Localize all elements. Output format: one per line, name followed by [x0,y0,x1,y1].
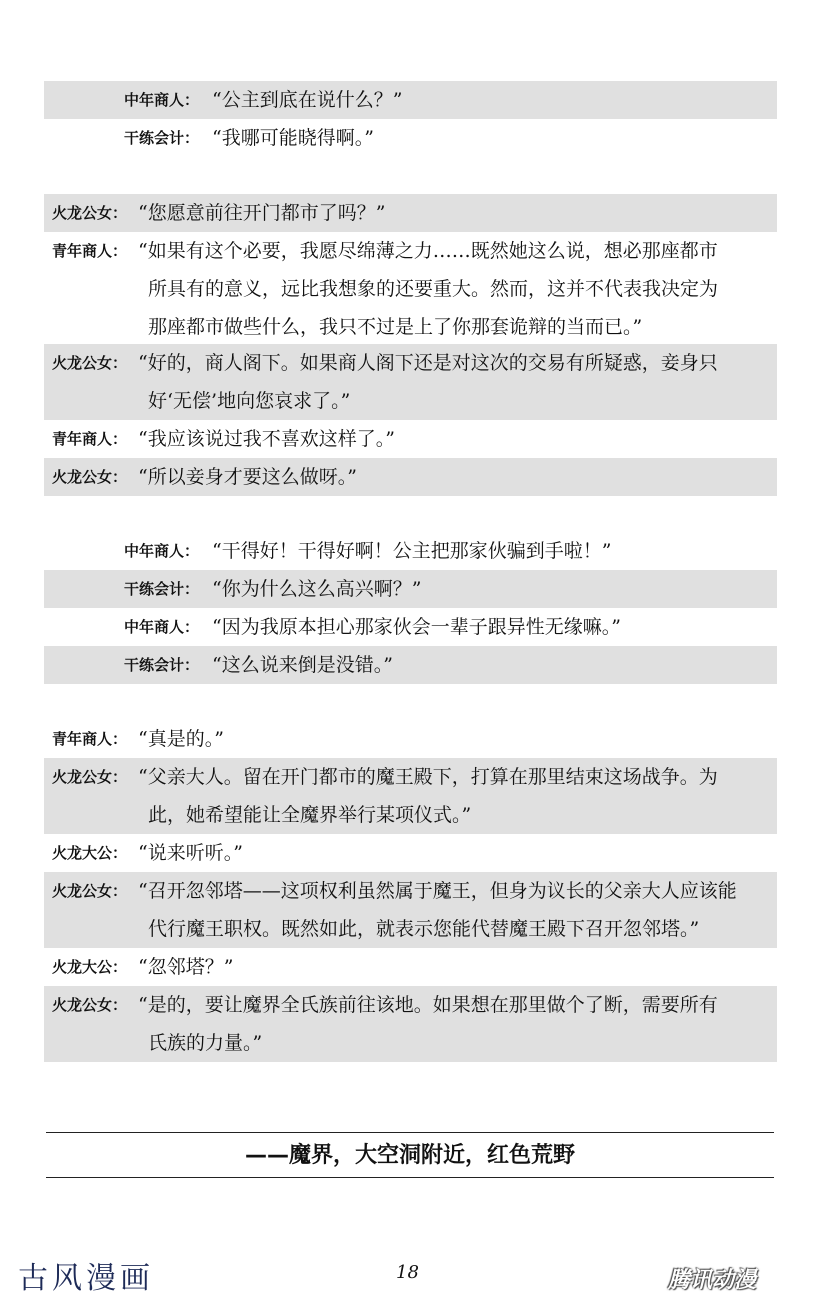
heading-rule-top [46,1132,774,1133]
dialogue-line [44,948,777,986]
speaker-label: 干练会计： [124,580,200,598]
dialogue-text: “公主到底在说什么？” [212,89,403,111]
speaker-label: 火龙公女： [52,354,128,372]
dialogue-text: 那座都市做些什么，我只不过是上了你那套诡辩的当而已。” [148,316,643,338]
speaker-label: 火龙公女： [52,768,128,786]
dialogue-text: “这么说来倒是没错。” [212,654,393,676]
watermark-logo: 腾讯动漫 [668,1268,757,1293]
dialogue-line [44,1024,777,1062]
dialogue-line [44,270,777,308]
dialogue-text: “干得好！干得好啊！公主把那家伙骗到手啦！” [212,540,612,562]
speaker-label: 青年商人： [52,730,128,748]
dialogue-text: “你为什么这么高兴啊？” [212,578,422,600]
dialogue-line [44,382,777,420]
dialogue-line [44,834,777,872]
speaker-label: 中年商人： [124,618,200,636]
speaker-label: 干练会计： [124,129,200,147]
dialogue-line [44,458,777,496]
dialogue-line [44,194,777,232]
dialogue-line [44,720,777,758]
page-number: 18 [396,1262,419,1283]
dialogue-text: 所具有的意义，远比我想象的还要重大。然而，这并不代表我决定为 [148,278,719,300]
dialogue-text: “真是的。” [138,728,224,750]
speaker-label: 火龙公女： [52,468,128,486]
dialogue-line [44,796,777,834]
dialogue-text: “如果有这个必要，我愿尽绵薄之力……既然她这么说，想必那座都市 [138,240,718,262]
dialogue-text: 代行魔王职权。既然如此，就表示您能代替魔王殿下召开忽邻塔。” [148,918,700,940]
dialogue-text: 此，她希望能让全魔界举行某项仪式。” [148,804,472,826]
dialogue-text: “是的，要让魔界全氏族前往该地。如果想在那里做个了断，需要所有 [138,994,718,1016]
dialogue-text: “所以妾身才要这么做呀。” [138,466,357,488]
speaker-label: 火龙大公： [52,958,128,976]
dialogue-line [44,119,777,157]
dialogue-line [44,910,777,948]
dialogue-line [44,344,777,382]
dialogue-line [44,532,777,570]
speaker-label: 中年商人： [124,91,200,109]
dialogue-text: “我应该说过我不喜欢这样了。” [138,428,395,450]
dialogue-line [44,81,777,119]
dialogue-line [44,872,777,910]
dialogue-line [44,608,777,646]
dialogue-text: “我哪可能晓得啊。” [212,127,374,149]
dialogue-text: “父亲大人。留在开门都市的魔王殿下，打算在那里结束这场战争。为 [138,766,718,788]
dialogue-text: “因为我原本担心那家伙会一辈子跟异性无缘嘛。” [212,616,621,638]
speaker-label: 中年商人： [124,542,200,560]
speaker-label: 火龙公女： [52,882,128,900]
speaker-label: 青年商人： [52,430,128,448]
speaker-label: 青年商人： [52,242,128,260]
dialogue-line [44,758,777,796]
dialogue-line [44,308,777,346]
speaker-label: 火龙公女： [52,204,128,222]
speaker-label: 火龙公女： [52,996,128,1014]
dialogue-line [44,570,777,608]
section-heading: ——魔界，大空洞附近，红色荒野 [244,1143,575,1168]
heading-rule-bottom [46,1177,774,1178]
dialogue-text: “好的，商人阁下。如果商人阁下还是对这次的交易有所疑惑，妾身只 [138,352,718,374]
dialogue-line [44,420,777,458]
dialogue-text: 好‘无偿’地向您哀求了。” [148,390,351,412]
dialogue-text: 氏族的力量。” [148,1032,263,1054]
dialogue-text: “忽邻塔？” [138,956,234,978]
dialogue-line [44,232,777,270]
dialogue-text: “您愿意前往开门都市了吗？” [138,202,386,224]
dialogue-text: “召开忽邻塔——这项权利虽然属于魔王，但身为议长的父亲大人应该能 [138,880,737,902]
speaker-label: 干练会计： [124,656,200,674]
dialogue-line [44,646,777,684]
speaker-label: 火龙大公： [52,844,128,862]
dialogue-text: “说来听听。” [138,842,243,864]
dialogue-line [44,986,777,1024]
footer-brand-logo: 古风漫画 [18,1261,154,1296]
